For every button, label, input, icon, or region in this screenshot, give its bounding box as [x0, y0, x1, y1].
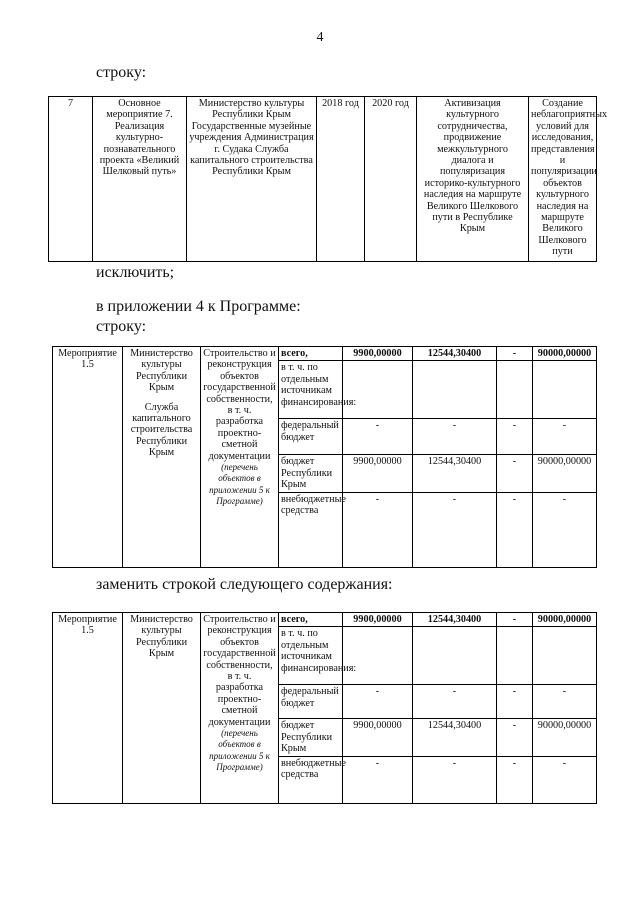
- cell-result: Создание неблагоприятных условий для исследования, представления и популяризации объектов культурного наследия на маршруте Великого Шелкового пути: [529, 97, 597, 262]
- cell-value: 12544,30400: [413, 719, 497, 756]
- cell-directions: Активизация культурного сотрудничества, продвижение межкультурного диалога и популяризация историко-культурного наследия на маршруте Великого Шелкового пути в Республике Крым: [417, 97, 529, 262]
- cell-value: -: [533, 685, 597, 719]
- page-number: 4: [316, 30, 324, 45]
- cell-value: [413, 361, 497, 419]
- cell-value: [413, 627, 497, 685]
- instruction-replace: заменить строкой следующего содержания:: [96, 576, 393, 593]
- cell-source: всего,: [279, 613, 343, 627]
- cell-value: -: [413, 419, 497, 455]
- cell-value: [533, 361, 597, 419]
- cell-source: всего,: [279, 347, 343, 361]
- cell-value: [343, 361, 413, 419]
- table-row: [49, 97, 597, 262]
- cell-source: федеральный бюджет: [279, 419, 343, 455]
- cell-value: 12544,30400: [413, 455, 497, 492]
- cell-value: 9900,00000: [343, 719, 413, 756]
- table-program-event-7: [48, 96, 608, 262]
- cell-value: -: [497, 492, 533, 567]
- cell-value: -: [343, 492, 413, 567]
- description-text: Строительство и реконструкция объектов государственной собственности, в т. ч. разработка проектно-сметной документации: [203, 614, 276, 728]
- cell-value: -: [413, 685, 497, 719]
- table-event-1-5-new: [52, 612, 597, 804]
- cell-value: [497, 361, 533, 419]
- cell-source: бюджет Республики Крым: [279, 719, 343, 756]
- cell-year-end: 2020 год: [365, 97, 417, 262]
- cell-executor: Министерство культуры Республики Крым: [123, 613, 201, 804]
- cell-value: -: [497, 756, 533, 803]
- instruction-appendix: в приложении 4 к Программе:: [96, 298, 301, 315]
- table-event-1-5-old: [52, 346, 597, 568]
- cell-value: -: [497, 455, 533, 492]
- instruction-exclude: исключить;: [96, 264, 175, 281]
- cell-value: 90000,00000: [533, 613, 597, 627]
- cell-value: 90000,00000: [533, 347, 597, 361]
- cell-value: -: [533, 756, 597, 803]
- cell-value: -: [497, 719, 533, 756]
- paragraph-row-label-1: строку:: [96, 64, 147, 81]
- cell-value: 12544,30400: [413, 347, 497, 361]
- cell-description: [201, 613, 279, 804]
- cell-source: внебюджетные средства: [279, 756, 343, 803]
- cell-value: -: [533, 419, 597, 455]
- cell-event: Мероприятие 1.5: [53, 347, 123, 568]
- cell-value: 90000,00000: [533, 455, 597, 492]
- cell-event-name: Основное мероприятие 7. Реализация культурно-познавательного проекта «Великий Шелковый путь»: [93, 97, 187, 262]
- cell-source: федеральный бюджет: [279, 685, 343, 719]
- cell-year-start: 2018 год: [317, 97, 365, 262]
- cell-value: -: [413, 756, 497, 803]
- description-note: (перечень объектов в приложении 5 к Программе): [209, 728, 270, 773]
- cell-value: 9900,00000: [343, 613, 413, 627]
- cell-value: -: [497, 685, 533, 719]
- executor-ministry: Министерство культуры Республики Крым: [130, 348, 193, 394]
- cell-value: -: [413, 492, 497, 567]
- cell-value: [533, 627, 597, 685]
- description-text: Строительство и реконструкция объектов государственной собственности, в т. ч. разработка проектно-сметной документации: [203, 348, 276, 462]
- cell-value: [343, 627, 413, 685]
- cell-value: -: [497, 347, 533, 361]
- table-row: [53, 347, 597, 361]
- cell-description: [201, 347, 279, 568]
- paragraph-row-label-2: строку:: [96, 318, 147, 335]
- cell-value: 12544,30400: [413, 613, 497, 627]
- cell-number: 7: [49, 97, 93, 262]
- cell-source: в т. ч. по отдельным источникам финансирования:: [279, 627, 343, 685]
- executor-service: Служба капитального строительства Республики Крым: [130, 401, 193, 459]
- cell-value: 9900,00000: [343, 455, 413, 492]
- cell-value: 90000,00000: [533, 719, 597, 756]
- cell-event: Мероприятие 1.5: [53, 613, 123, 804]
- cell-value: -: [533, 492, 597, 567]
- description-note: (перечень объектов в приложении 5 к Программе): [209, 462, 270, 507]
- cell-value: 9900,00000: [343, 347, 413, 361]
- cell-source: внебюджетные средства: [279, 492, 343, 567]
- cell-executor: [123, 347, 201, 568]
- cell-value: [497, 627, 533, 685]
- cell-value: -: [343, 756, 413, 803]
- cell-source: в т. ч. по отдельным источникам финансирования:: [279, 361, 343, 419]
- cell-value: -: [497, 613, 533, 627]
- cell-source: бюджет Республики Крым: [279, 455, 343, 492]
- table-row: [53, 613, 597, 627]
- cell-value: -: [343, 419, 413, 455]
- cell-value: -: [343, 685, 413, 719]
- cell-value: -: [497, 419, 533, 455]
- cell-executor: Министерство культуры Республики Крым Государственные музейные учреждения Администрация г. Судака Служба капитального строительства Республики Крым: [187, 97, 317, 262]
